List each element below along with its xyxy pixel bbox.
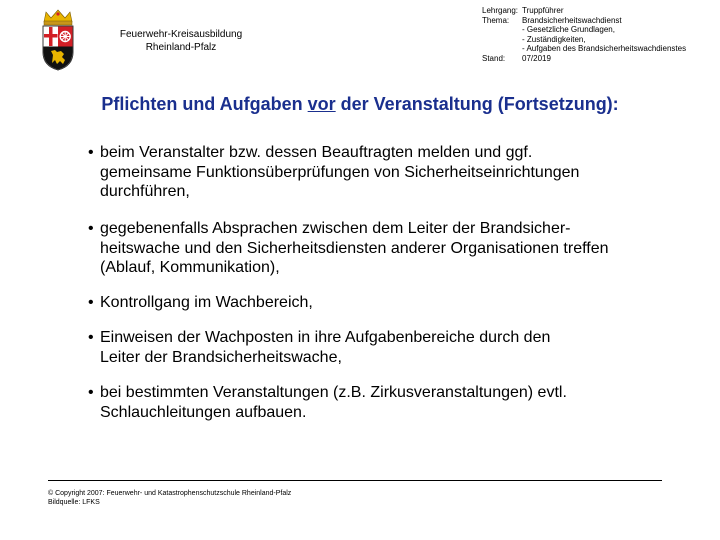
lehrgang-label: Lehrgang: [482, 6, 519, 15]
thema-line: - Aufgaben des Brandsicherheitswachdienstes [522, 44, 687, 54]
organization-line-2: Rheinland-Pfalz [145, 42, 217, 53]
bullet-text-line: durchführen, [100, 183, 190, 200]
title-underlined-word: vor [307, 94, 336, 114]
thema-line: - Zuständigkeiten, [522, 34, 586, 44]
organization-line-1: Feuerwehr-Kreisausbildung [119, 29, 243, 40]
stand-value: 07/2019 [522, 53, 551, 63]
bullet-icon: • [88, 329, 94, 346]
bullet-text-line: bei bestimmten Veranstaltungen (z.B. Zirkusveranstaltungen) evtl. [100, 384, 567, 401]
bullet-item [88, 219, 688, 278]
thema-label: Thema: [482, 15, 510, 25]
bullet-item [88, 143, 688, 202]
bullet-text-line: gemeinsame Funktionsüberprüfungen von Sicherheitseinrichtungen [100, 163, 580, 181]
course-meta [482, 6, 686, 64]
bullet-icon: • [88, 220, 94, 237]
bullet-text-line: Schlauchleitungen aufbauen. [100, 403, 307, 421]
bullet-item [88, 383, 688, 422]
stand-label: Stand: [482, 53, 506, 63]
footer [48, 489, 291, 507]
slide-title [0, 94, 720, 115]
lehrgang-value: Truppführer [522, 6, 564, 15]
bullet-text-line: Kontrollgang im Wachbereich, [100, 294, 313, 311]
image-source-text: Bildquelle: LFKS [48, 499, 100, 506]
bullet-icon: • [88, 384, 94, 401]
bullet-item [88, 328, 688, 367]
title-part: der Veranstaltung (Fortsetzung): [335, 94, 619, 114]
bullet-text-line: (Ablauf, Kommunikation), [100, 259, 280, 276]
thema-line: - Gesetzliche Grundlagen, [522, 25, 615, 35]
bullet-item [88, 293, 688, 313]
bullet-text-line: Einweisen der Wachposten in ihre Aufgabenbereiche durch den [100, 329, 551, 346]
bullet-icon: • [88, 144, 94, 161]
bullet-icon: • [88, 294, 94, 311]
thema-line: Brandsicherheitswachdienst [522, 15, 622, 25]
organization-name [96, 28, 266, 54]
title-part: Pflichten und Aufgaben [101, 94, 308, 114]
footer-divider [48, 480, 662, 481]
bullet-text-line: beim Veranstalter bzw. dessen Beauftragten melden und ggf. [100, 144, 533, 161]
rheinland-pfalz-coat-of-arms-icon [40, 8, 76, 72]
bullet-text-line: Leiter der Brandsicherheitswache, [100, 348, 342, 366]
bullet-text-line: gegebenenfalls Absprachen zwischen dem Leiter der Brandsicher- [100, 220, 571, 237]
copyright-text: © Copyright 2007: Feuerwehr- und Katastrophenschutzschule Rheinland-Pfalz [48, 490, 292, 497]
bullet-text-line: heitswache und den Sicherheitsdiensten anderer Organisationen treffen [100, 239, 609, 257]
